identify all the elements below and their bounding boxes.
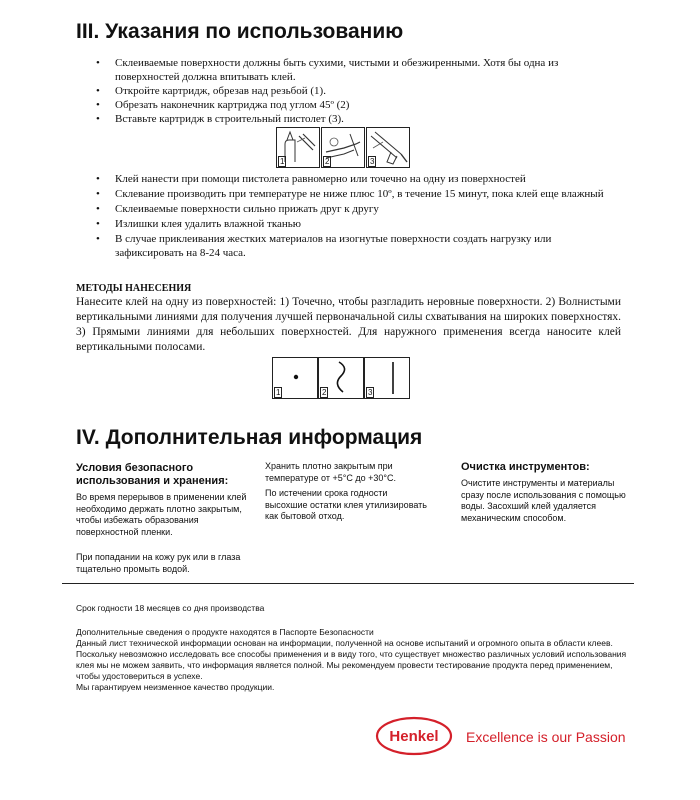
cleaning-heading: Очистка инструментов:: [461, 461, 590, 473]
additional-info: [76, 627, 636, 693]
safety-heading: Условия безопасного использования и хранения:: [76, 462, 229, 487]
figure-number: 1: [276, 388, 281, 397]
cleaning-text: Очистите инструменты и материалы сразу после использования с помощью воды. Засохший клей удаляется механическим способом.: [461, 478, 626, 523]
methods-text: Нанесите клей на одну из поверхностей: 1) Точечно, чтобы разгладить неровные поверхности. 2) Волнистыми вертикальными линиями для получения лучшей первоначальной силы схватывания на широких поверхностях. 3) Прямыми линиями для небольших поверхностей. Для наружного применения всегда наносите клей вертикальными полосами.: [76, 296, 621, 353]
slogan: Excellence is our Passion: [466, 729, 626, 745]
disclaimer-text: Данный лист технической информации основан на информации, полученной на основе испытаний и огромного опыта в области клеев. Поскольку невозможно исследовать все способы применения и в виду того, что существует множество различных условий использования клея мы не можем заявить, что информация является полной. Мы рекомендуем провести тестирование продукта перед применением, чтобы удостовериться в успехе.: [76, 638, 627, 681]
safety-passport-note: Дополнительные сведения о продукте находятся в Паспорте Безопасности: [76, 627, 374, 637]
list-item: • Откройте картридж, обрезав над резьбой (1).: [78, 84, 618, 98]
section-4-title: IV. Дополнительная информация: [76, 426, 423, 449]
tool-cleaning-column: [461, 461, 626, 528]
list-item: • Вставьте картридж в строительный пистолет (3).: [78, 112, 618, 126]
figure-number: 2: [325, 157, 330, 166]
list-item: • Склеиваемые поверхности должны быть сухими, чистыми и обезжиренными. Хотя бы одна из поверхностей должна впитывать клей.: [78, 56, 618, 84]
figure-insert-gun: [366, 127, 410, 168]
storage-column: [265, 461, 430, 527]
shelf-life-text: Срок годности 18 месяцев со дня производства: [76, 603, 265, 613]
figure-number: 3: [370, 157, 375, 166]
figure-number: 2: [322, 388, 327, 397]
storage-text: Хранить плотно закрытым при температуре от +5°C до +30°C.: [265, 461, 396, 483]
list-item: • Клей нанести при помощи пистолета равномерно или точечно на одну из поверхностей: [78, 172, 618, 186]
divider: [62, 583, 634, 584]
instructions-list-1: [78, 56, 618, 126]
figure-cut-thread: [276, 127, 320, 168]
list-item: • В случае приклеивания жестких материалов на изогнутые поверхности создать нагрузку или зафиксировать на 8-24 часа.: [78, 232, 618, 260]
list-item: • Обрезать наконечник картриджа под углом 45º (2): [78, 98, 618, 112]
application-methods-figures: [272, 357, 410, 399]
safety-text: Во время перерывов в применении клей необходимо держать плотно закрытым, чтобы избежать образования поверхностной пленки.: [76, 492, 247, 537]
figure-number: 1: [280, 157, 285, 166]
figure-wave-method: [318, 357, 364, 399]
methods-heading: МЕТОДЫ НАНЕСЕНИЯ: [76, 283, 192, 294]
figure-line-method: [364, 357, 410, 399]
list-item: • Склеиваемые поверхности сильно прижать друг к другу: [78, 202, 618, 216]
disposal-text: По истечении срока годности высохшие остатки клея утилизировать как бытовой отход.: [265, 488, 427, 521]
section-3-title: III. Указания по использованию: [76, 20, 404, 43]
instructions-list-2: [78, 172, 618, 260]
figure-number: 3: [368, 388, 373, 397]
cartridge-figures: [276, 127, 411, 168]
henkel-logo: [375, 716, 453, 756]
skin-contact-text: При попадании на кожу рук или в глаза тщательно промыть водой.: [76, 552, 241, 574]
list-item: • Излишки клея удалить влажной тканью: [78, 217, 618, 231]
safety-storage-column: [76, 462, 251, 579]
list-item: • Склевание производить при температуре не ниже плюс 10º, в течение 15 минут, пока клей еще влажный: [78, 187, 618, 201]
quality-guarantee: Мы гарантируем неизменное качество продукции.: [76, 682, 275, 692]
logo-text: Henkel: [389, 728, 439, 745]
figure-dot-method: [272, 357, 318, 399]
figure-cut-nozzle: [321, 127, 365, 168]
